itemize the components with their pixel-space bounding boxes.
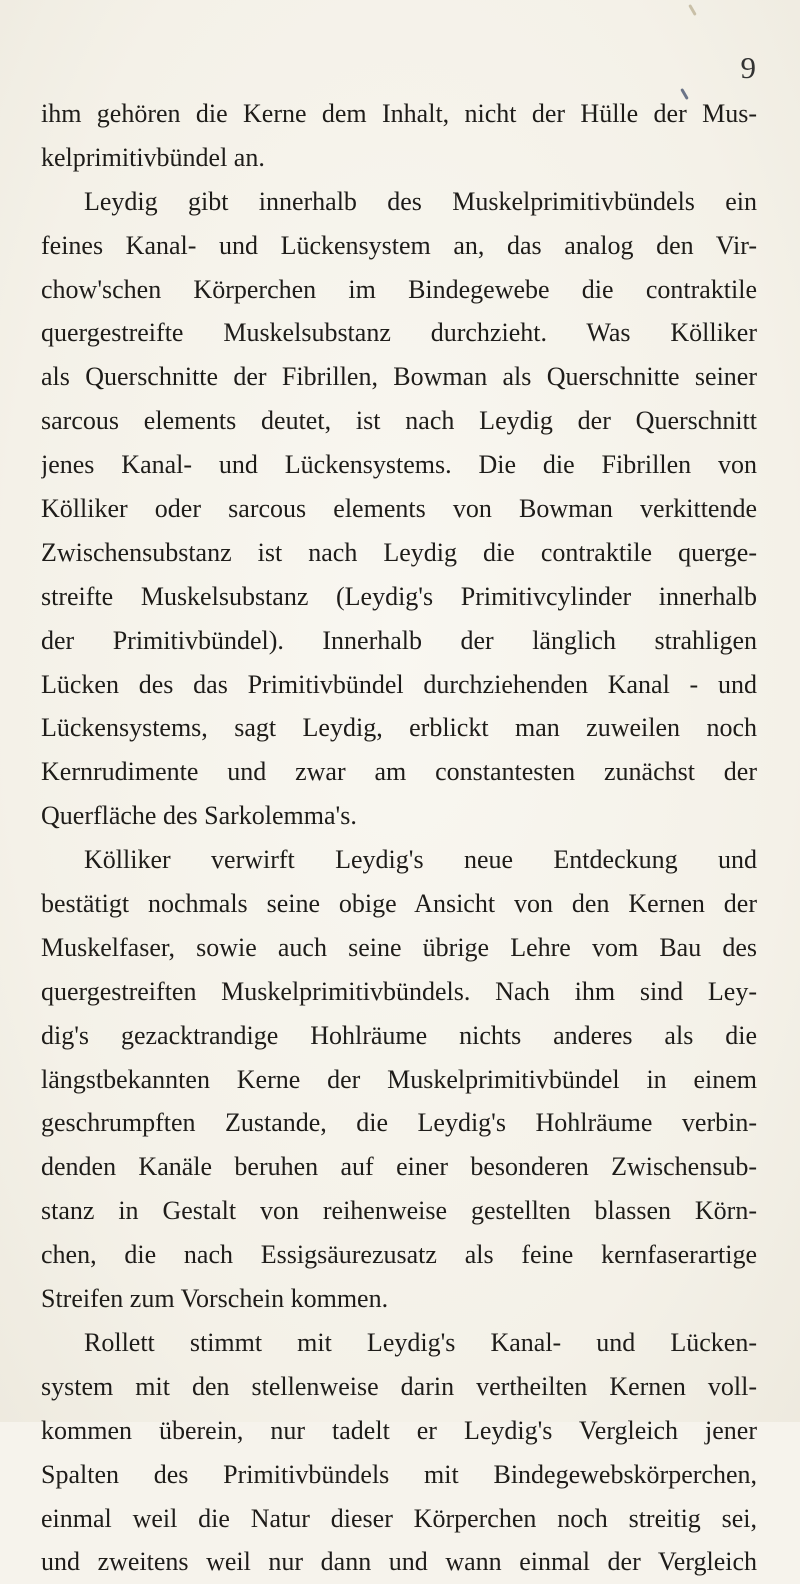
text-line: kelprimitivbündel an. xyxy=(41,142,265,172)
text-line: bestätigt nochmals seine obige Ansicht von den Kernen der xyxy=(41,889,757,919)
text-line: Streifen zum Vorschein kommen. xyxy=(41,1284,389,1314)
text-line: Lückensystems, sagt Leydig, erblickt man zuweilen noch xyxy=(41,713,757,743)
text-line: chen, die nach Essigsäurezusatz als feine kernfaserartige xyxy=(41,1240,757,1270)
text-line: quergestreifte Muskelsubstanz durchzieht. Was Kölliker xyxy=(41,318,757,348)
text-line: Kernrudimente und zwar am constantesten zunächst der xyxy=(41,757,757,787)
text-line: Kölliker verwirft Leydig's neue Entdeckung und xyxy=(84,845,757,875)
text-line: einmal weil die Natur dieser Körperchen noch streitig sei, xyxy=(41,1503,757,1533)
text-line: Lücken des das Primitivbündel durchziehenden Kanal - und xyxy=(41,669,757,699)
text-line: der Primitivbündel). Innerhalb der länglich strahligen xyxy=(41,625,757,655)
text-line: längstbekannten Kerne der Muskelprimitivbündel in einem xyxy=(41,1064,757,1094)
text-line: stanz in Gestalt von reihenweise gestellten blassen Körn- xyxy=(41,1196,757,1226)
text-line: sarcous elements deutet, ist nach Leydig der Querschnitt xyxy=(41,406,757,436)
text-line: system mit den stellenweise darin vertheilten Kernen voll- xyxy=(41,1371,757,1401)
text-line: jenes Kanal- und Lückensystems. Die die Fibrillen von xyxy=(41,450,757,480)
text-line: chow'schen Körperchen im Bindegewebe die contraktile xyxy=(41,274,757,304)
text-line: Zwischensubstanz ist nach Leydig die contraktile querge- xyxy=(41,537,757,567)
text-line: ihm gehören die Kerne dem Inhalt, nicht der Hülle der Mus- xyxy=(41,99,757,128)
text-line: Kölliker oder sarcous elements von Bowman verkittende xyxy=(41,494,757,524)
text-line: Rollett stimmt mit Leydig's Kanal- und Lücken- xyxy=(84,1327,757,1357)
text-line: Querfläche des Sarkolemma's. xyxy=(41,801,357,831)
text-line: streifte Muskelsubstanz (Leydig's Primitivcylinder innerhalb xyxy=(41,581,757,611)
text-line: Leydig gibt innerhalb des Muskelprimitivbündels ein xyxy=(84,186,757,216)
text-line: kommen überein, nur tadelt er Leydig's Vergleich jener xyxy=(41,1415,757,1445)
text-line: als Querschnitte der Fibrillen, Bowman als Querschnitte seiner xyxy=(41,362,757,392)
text-line: geschrumpften Zustande, die Leydig's Hohlräume verbin- xyxy=(41,1108,757,1138)
body-text xyxy=(41,92,757,1584)
text-line: und zweitens weil nur dann und wann einmal der Vergleich xyxy=(41,1547,757,1577)
ink-mark xyxy=(688,4,697,16)
page-number: 9 xyxy=(740,50,756,85)
text-line: quergestreiften Muskelprimitivbündels. Nach ihm sind Ley- xyxy=(41,976,757,1006)
text-line: feines Kanal- und Lückensystem an, das analog den Vir- xyxy=(41,230,757,260)
text-line: Spalten des Primitivbündels mit Bindegewebskörperchen, xyxy=(41,1459,757,1489)
text-line: Muskelfaser, sowie auch seine übrige Lehre vom Bau des xyxy=(41,932,757,962)
text-line: denden Kanäle beruhen auf einer besonderen Zwischensub- xyxy=(41,1152,757,1182)
text-line: dig's gezacktrandige Hohlräume nichts anderes als die xyxy=(41,1020,757,1050)
